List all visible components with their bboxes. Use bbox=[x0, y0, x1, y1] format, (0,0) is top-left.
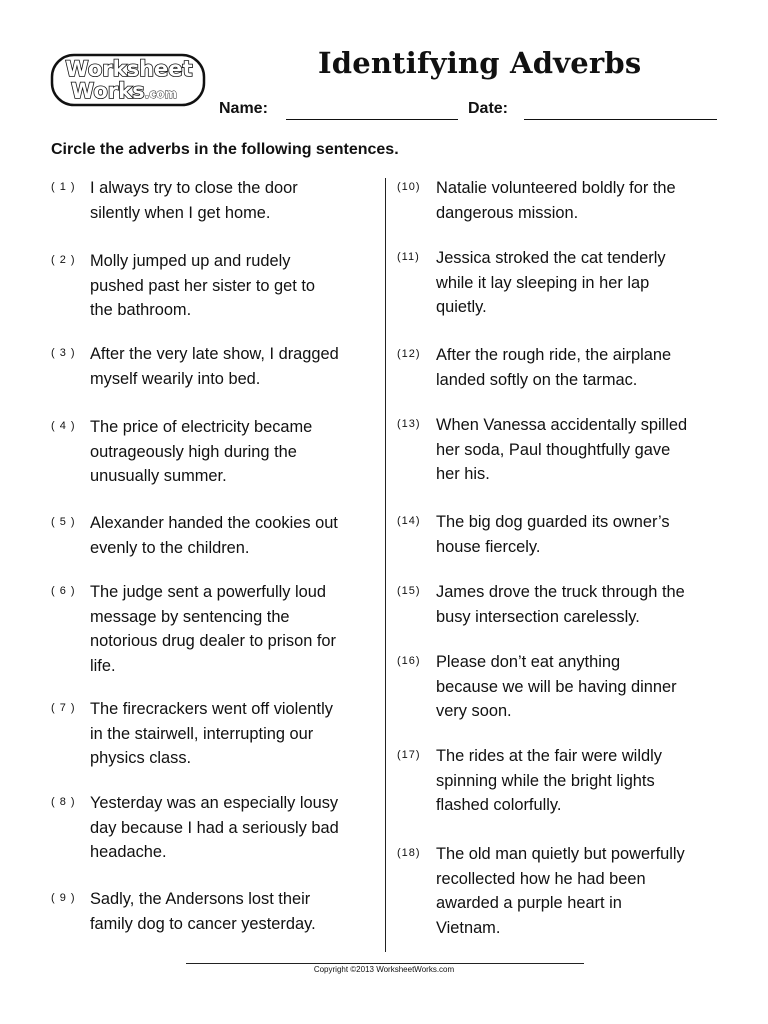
question-text bbox=[90, 249, 315, 323]
question-line: landed softly on the tarmac. bbox=[436, 370, 638, 389]
column-divider bbox=[385, 178, 386, 952]
question-text bbox=[436, 510, 670, 559]
question-line: When Vanessa accidentally spilled bbox=[436, 416, 688, 434]
copyright: Copyright ©2013 WorksheetWorks.com bbox=[313, 965, 455, 974]
question-text bbox=[90, 511, 338, 560]
question-number: (10) bbox=[397, 181, 421, 193]
question-line: Sadly, the Andersons lost their bbox=[90, 890, 311, 908]
question-line: The big dog guarded its owner’s bbox=[436, 513, 670, 531]
question-line: very soon. bbox=[436, 702, 512, 720]
question-number: ( 4 ) bbox=[51, 420, 76, 432]
question-number: ( 8 ) bbox=[51, 796, 76, 808]
question-line: The firecrackers went off violently bbox=[90, 700, 333, 718]
question-number: ( 7 ) bbox=[51, 702, 76, 714]
question-line: After the very late show, I dragged bbox=[90, 345, 339, 363]
question-line: Yesterday was an especially lousy bbox=[90, 794, 339, 812]
question-line: day because I had a seriously bad bbox=[90, 818, 339, 837]
question-text bbox=[436, 246, 666, 320]
question-line: life. bbox=[90, 656, 116, 675]
question-line: in the stairwell, interrupting our bbox=[90, 724, 314, 743]
question-line: while it lay sleeping in her lap bbox=[436, 273, 650, 292]
question-line: James drove the truck through the bbox=[436, 583, 685, 601]
question-line: The judge sent a powerfully loud bbox=[90, 583, 326, 601]
question-text bbox=[90, 342, 339, 391]
question-line: her his. bbox=[436, 465, 490, 483]
logo-suffix: .com bbox=[144, 87, 178, 101]
name-label: Name: bbox=[219, 100, 268, 117]
question-line: family dog to cancer yesterday. bbox=[90, 914, 316, 933]
worksheetworks-logo bbox=[50, 52, 208, 108]
question-text bbox=[436, 413, 687, 487]
page-title: Identifying Adverbs bbox=[318, 46, 642, 80]
date-label: Date: bbox=[468, 100, 509, 117]
question-line: recollected how he had been bbox=[436, 869, 646, 888]
question-text bbox=[90, 176, 298, 225]
question-text bbox=[436, 343, 671, 392]
question-line: the bathroom. bbox=[90, 301, 192, 319]
logo-line2: Works bbox=[70, 79, 145, 103]
question-text bbox=[90, 580, 336, 678]
question-line: spinning while the bright lights bbox=[436, 771, 655, 790]
question-text bbox=[90, 697, 333, 771]
question-line: silently when I get home. bbox=[90, 203, 271, 222]
question-line: dangerous mission. bbox=[436, 203, 579, 222]
question-line: Please don’t eat anything bbox=[436, 653, 621, 671]
question-line: message by sentencing the bbox=[90, 607, 290, 626]
question-line: evenly to the children. bbox=[90, 538, 250, 557]
question-text bbox=[436, 842, 685, 940]
question-line: I always try to close the door bbox=[90, 179, 298, 197]
question-line: headache. bbox=[90, 843, 167, 861]
question-text bbox=[90, 887, 316, 936]
question-number: (18) bbox=[397, 847, 421, 859]
question-line: After the rough ride, the airplane bbox=[436, 346, 672, 364]
question-line: quietly. bbox=[436, 298, 487, 316]
question-number: (14) bbox=[397, 515, 421, 527]
question-line: physics class. bbox=[90, 749, 192, 767]
question-number: (12) bbox=[397, 348, 421, 360]
question-line: because we will be having dinner bbox=[436, 677, 677, 696]
footer-divider bbox=[186, 963, 584, 964]
question-number: (11) bbox=[397, 251, 420, 263]
question-line: Alexander handed the cookies out bbox=[90, 514, 338, 532]
question-line: unusually summer. bbox=[90, 467, 227, 485]
question-text bbox=[436, 650, 677, 724]
question-text bbox=[90, 791, 339, 865]
question-line: awarded a purple heart in bbox=[436, 894, 622, 912]
question-line: flashed colorfully. bbox=[436, 796, 562, 814]
logo-line1: Worksheet bbox=[65, 57, 193, 81]
question-line: myself wearily into bed. bbox=[90, 369, 261, 388]
question-line: The price of electricity became bbox=[90, 418, 313, 436]
question-text bbox=[90, 415, 312, 489]
question-line: Natalie volunteered boldly for the bbox=[436, 179, 676, 197]
question-number: ( 9 ) bbox=[51, 892, 76, 904]
question-number: (17) bbox=[397, 749, 421, 761]
question-text bbox=[436, 580, 685, 629]
question-number: (13) bbox=[397, 418, 421, 430]
question-line: Vietnam. bbox=[436, 918, 501, 937]
question-number: ( 3 ) bbox=[51, 347, 76, 359]
question-line: house fiercely. bbox=[436, 537, 541, 556]
question-line: Jessica stroked the cat tenderly bbox=[436, 249, 666, 267]
question-number: ( 6 ) bbox=[51, 585, 76, 597]
question-text bbox=[436, 744, 662, 818]
question-number: ( 2 ) bbox=[51, 254, 76, 266]
question-line: busy intersection carelessly. bbox=[436, 607, 640, 626]
question-line: The old man quietly but powerfully bbox=[436, 845, 685, 863]
question-line: pushed past her sister to get to bbox=[90, 276, 316, 295]
question-line: Molly jumped up and rudely bbox=[90, 252, 291, 270]
question-line: The rides at the fair were wildly bbox=[436, 747, 662, 765]
question-number: ( 1 ) bbox=[51, 181, 76, 193]
question-number: ( 5 ) bbox=[51, 516, 76, 528]
question-line: her soda, Paul thoughtfully gave bbox=[436, 440, 671, 459]
question-text bbox=[436, 176, 676, 225]
question-number: (15) bbox=[397, 585, 421, 597]
question-line: outrageously high during the bbox=[90, 442, 297, 461]
name-field-line[interactable] bbox=[286, 119, 458, 120]
instructions: Circle the adverbs in the following sentences. bbox=[51, 141, 399, 158]
date-field-line[interactable] bbox=[524, 119, 717, 120]
question-number: (16) bbox=[397, 655, 421, 667]
question-line: notorious drug dealer to prison for bbox=[90, 632, 337, 650]
